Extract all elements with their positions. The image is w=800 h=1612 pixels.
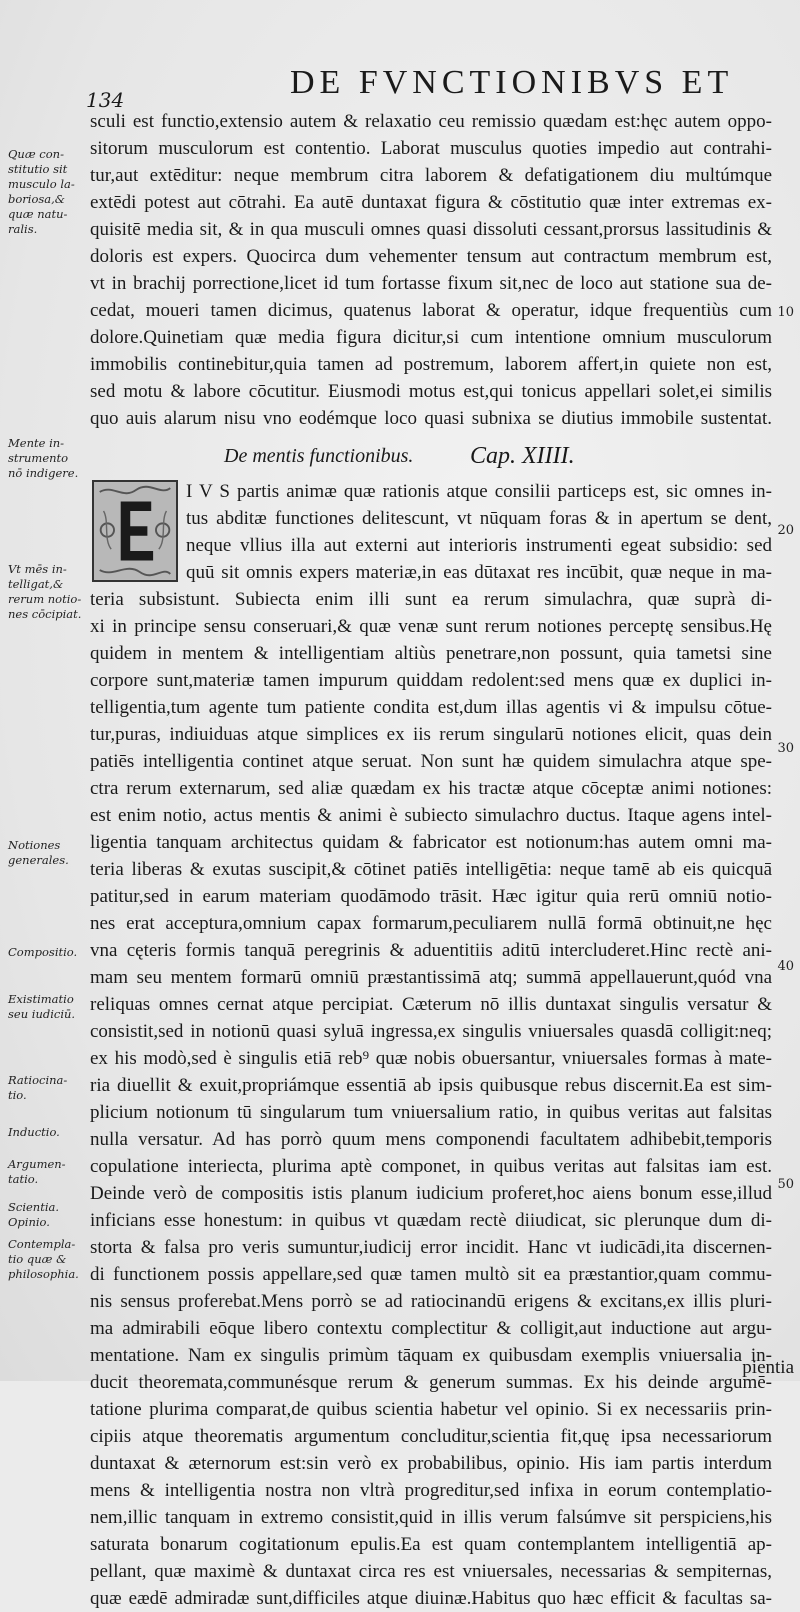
text-line: cipiis atque theorematis argumentum concluditur,scientia fit,quę ipsa necessariorum [90, 1426, 772, 1447]
margin-note: Compositio. [8, 945, 78, 959]
text-line: duntaxat & æternorum est:sin verò ex probabilibus, opinio. His iam partis interdum [90, 1453, 772, 1474]
line-number: 10 [777, 305, 794, 320]
chapter-number: Cap. XIIII. [470, 443, 575, 469]
margin-note: telligat,& [8, 577, 64, 591]
text-line: patiēs intelligentia continet atque seruat. Non sunt hæ quidem simulachra atque spe- [90, 751, 772, 772]
text-line: immobilis continebitur,quia tamen ad postremum, laborem affert,in quiete non est, [90, 354, 772, 375]
text-line: nis sensus proferebat.Mens porrò se ad ratiocinandū erigens & excitans,ex illis pluri- [90, 1291, 772, 1312]
margin-note: nes cōcipiat. [8, 607, 82, 621]
margin-note: Contempla- [8, 1237, 76, 1251]
text-line: saturata bonarum cogitationum epulis.Ea est quam contemplantem intelligentiā ap- [90, 1534, 772, 1555]
text-line: xi in principe sensu conseruari,& quæ venæ sunt rerum notiones perceptę sensibus.Hę [90, 616, 772, 637]
decorated-initial-e-icon [92, 480, 178, 582]
left-margin-notes [8, 0, 88, 1381]
text-line: ma admirabili eōque libero contextu complectitur & colligit,aut inductione aut argu- [90, 1318, 772, 1339]
margin-note: ralis. [8, 222, 38, 236]
line-number: 40 [777, 959, 794, 974]
text-line: sculi est functio,extensio autem & relaxatio ceu remissio quædam est:hęc autem oppo- [90, 111, 772, 132]
text-line: quisitē media sit, & in qua musculi omnes quasi dissoluti cessant,prorsus lassitudinis & [90, 219, 772, 240]
text-line: patitur,sed in earum materiam quodāmodo trāsit. Hæc igitur quia rerū omniū notio- [90, 886, 772, 907]
margin-note: Mente in- [8, 436, 65, 450]
margin-note: philosophia. [8, 1267, 79, 1281]
margin-note: Argumen- [8, 1157, 66, 1171]
page-number: 134 [86, 88, 125, 112]
margin-note: Vt mēs in- [8, 562, 67, 576]
text-line: est enim notio, actus mentis & animi è subiecto simulachro ductus. Itaque agens intel- [90, 805, 772, 826]
text-line: storta & falsa pro veris sumuntur,iudicij error incidit. Hanc vt iudicādi,ita discernen- [90, 1237, 772, 1258]
margin-note: stitutio sit [8, 162, 68, 176]
text-line: ria diuellit & exuit,propriámque essentiā ab ipsis quibusque rebus discernit.Ea est sim- [90, 1075, 772, 1096]
text-line: ducit theoremata,communésque rerum & generum summas. Ex his deinde argumē- [90, 1372, 772, 1393]
text-line: quæ eædē admiradæ sunt,difficiles atque diuinæ.Habitus quo hæc efficit & facultas sa- [90, 1588, 772, 1609]
text-line: mentatione. Nam ex singulis primùm tāquam ex quibusdam exemplis vniuersalia in- [90, 1345, 772, 1366]
running-head: DE FVNCTIONIBVS ET [290, 64, 734, 101]
line-number: 20 [777, 523, 794, 538]
margin-note: Existimatio [8, 992, 74, 1006]
margin-note: generales. [8, 853, 69, 867]
margin-note: Ratiocina- [8, 1073, 68, 1087]
text-line: teria subsistunt. Subiecta enim illi sunt ea rerum simulachra, quæ suprà di- [90, 589, 772, 610]
text-line: Deinde verò de compositis istis planum iudicium proferet,hoc aiens bonum esse,illud [90, 1183, 772, 1204]
catchword: pientia [742, 1357, 794, 1378]
margin-note: tio. [8, 1088, 27, 1102]
text-line: I V S partis animæ quæ rationis atque consilii particeps est, sic omnes in- [186, 481, 772, 502]
text-line: consistit,sed in notionū quasi syluā ingressa,ex singulis vniuersales quasdā colligit:neq; [90, 1021, 772, 1042]
text-line: cedat, moueri tamen dicimus, quatenus laborat & operatur, idque frequentiùs cum [90, 300, 772, 321]
text-line: sitorum musculorum est contentio. Laborat musculus quoties impedio aut contrahi- [90, 138, 772, 159]
margin-note: quæ natu- [8, 207, 68, 221]
margin-note: musculo la- [8, 177, 75, 191]
chapter-heading [90, 436, 772, 476]
text-line: quidem in mentem & intelligentiam altiùs penetrare,non possunt, quia tametsi sine [90, 643, 772, 664]
line-number: 30 [777, 741, 794, 756]
text-line: tatione plurima comparat,de quibus scientia habetur vel opinio. Si ex necessariis prin- [90, 1399, 772, 1420]
margin-note: Inductio. [8, 1125, 60, 1139]
text-line: tus abditæ functiones delitescunt, vt nūquam foras & in apertum se dent, [186, 508, 772, 529]
main-text-column [90, 108, 772, 1612]
text-line: sed motu & labore cōcutitur. Eiusmodi motus est,qui tonicus appellari solet,ei similis [90, 381, 772, 402]
line-number: 50 [777, 1177, 794, 1192]
text-line: nulla versatur. Ad has porrò quum mens componendi facultatem adhibebit,temporis [90, 1129, 772, 1150]
margin-note: Notiones [8, 838, 61, 852]
text-line: mens & intelligentia nostra non vltrà progreditur,sed infixa in eorum contemplatio- [90, 1480, 772, 1501]
text-line: neque vllius illa aut externi aut interioris instrumenti egeat subsidio: sed [186, 535, 772, 556]
text-line: tur,aut extēditur: neque membrum citra laborem & defatigationem diu multúmque [90, 165, 772, 186]
margin-note: nō indigere. [8, 466, 79, 480]
text-line: ctra rerum externarum, sed aliæ quædam ex his tractæ atque cōceptæ animi notiones: [90, 778, 772, 799]
text-line: corpore sunt,materiæ tamen impurum quiddam redolent:sed mens quæ ex duplici in- [90, 670, 772, 691]
text-line: pellant, quæ maximè & duntaxat circa res est vniuersales, necessarias & sempiternas, [90, 1561, 772, 1582]
margin-note: seu iudiciū. [8, 1007, 76, 1021]
page-header [0, 62, 800, 112]
text-line: ligentia tanquam architectus quidam & fabricator est notionum:has autem omni ma- [90, 832, 772, 853]
text-line: di functionem possis appellare,sed quæ tamen multò sit ea præstantior,quam commu- [90, 1264, 772, 1285]
margin-note: tatio. [8, 1172, 39, 1186]
margin-note: tio quæ & [8, 1252, 67, 1266]
text-line: reliquas omnes cernat atque percipiat. Cæterum nō illis duntaxat singulis versatur & [90, 994, 772, 1015]
margin-note: Opinio. [8, 1215, 50, 1229]
margin-note: rerum notio- [8, 592, 82, 606]
text-line: copulatione interiecta, plurima aptè componet, in quibus veritas aut falsitas iam est. [90, 1156, 772, 1177]
text-line: nem,illic tanquam in extremo consistit,quid in illis verum falsúmve sit perspiciens,his [90, 1507, 772, 1528]
text-line: vt in brachij porrectione,licet id tum fortasse fixum sit,nec de loco aut statione sua de- [90, 273, 772, 294]
text-line: extēdi potest aut cōtrahi. Ea autē duntaxat figura & cōstitutio quæ inter extremas ex- [90, 192, 772, 213]
text-line: plicium notionum tū singularum tum vniuersalium ratio, in quibus veritas aut falsitas [90, 1102, 772, 1123]
text-line: tur,puras, indiuiduas atque simplices ex iis rerum singularū notiones elicit, quas dein [90, 724, 772, 745]
margin-note: Quæ con- [8, 147, 64, 161]
text-line: telligentia,tum agente tum patiente condita est,dum illas agentis vi & impulsu cōtue- [90, 697, 772, 718]
text-line: quo auis alarum nisu vno eodémque loco quasi subnixa se diutius immobile sustentat. [90, 408, 772, 429]
chapter-body [90, 478, 772, 1612]
text-line: vna cęteris formis tanquā peregrinis & aduentitiis aditū intercluderet.Hinc rectè ani- [90, 940, 772, 961]
text-line: ex his modò,sed è singulis etiā reb⁹ quæ nobis obuersantur, vniuersales formas à mate- [90, 1048, 772, 1069]
text-line: inficians esse honestum: in quibus vt quædam rectè diiudicat, sic plerunque dum di- [90, 1210, 772, 1231]
chapter-title: De mentis functionibus. [224, 445, 414, 467]
text-line: teria liberas & exutas suscipit,& cōtinet patiēs intelligētia: neque tamē ab eis quicquā [90, 859, 772, 880]
margin-note: Scientia. [8, 1200, 60, 1214]
text-line: quū sit omnis expers materiæ,in eas dūtaxat res incūbit, quæ neque in ma- [186, 562, 772, 583]
margin-note: boriosa,& [8, 192, 66, 206]
text-line: mam seu mentem formarū omniū præstantissimā atq; summā appellauerunt,quód vna [90, 967, 772, 988]
margin-note: strumento [8, 451, 69, 465]
text-line: nes erat acceptura,omnium capax formarum,peculiarem nullā formā obtinuit,ne hęc [90, 913, 772, 934]
text-line: doloris est expers. Quocirca dum vehementer tensum aut contractum membrum est, [90, 246, 772, 267]
text-line: dolore.Quinetiam quæ media figura dicitur,si cum intentione omnium musculorum [90, 327, 772, 348]
